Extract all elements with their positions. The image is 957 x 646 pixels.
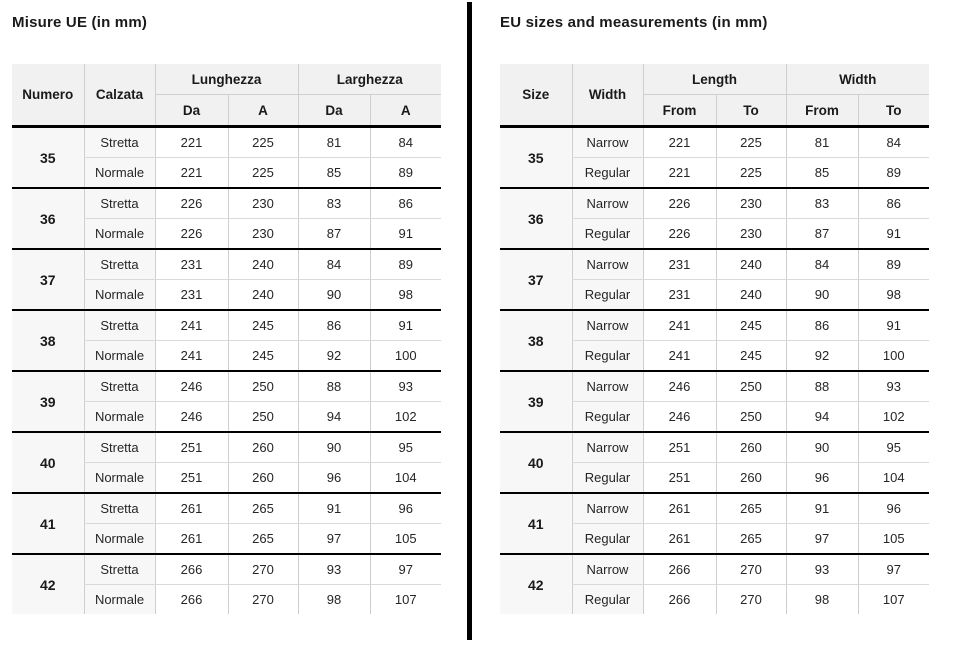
value-cell: 97 xyxy=(786,524,858,555)
size-cell: 39 xyxy=(12,371,84,432)
fit-cell: Stretta xyxy=(84,371,155,402)
size-cell: 42 xyxy=(12,554,84,614)
value-cell: 86 xyxy=(298,310,370,341)
value-cell: 93 xyxy=(858,371,929,402)
fit-cell: Regular xyxy=(572,585,643,615)
value-cell: 261 xyxy=(643,524,716,555)
size-cell: 40 xyxy=(500,432,572,493)
value-cell: 260 xyxy=(716,432,786,463)
value-cell: 104 xyxy=(858,463,929,494)
fit-cell: Narrow xyxy=(572,554,643,585)
table-row xyxy=(12,371,441,402)
table-row xyxy=(12,493,441,524)
column-group-width: Width xyxy=(786,64,929,95)
value-cell: 104 xyxy=(370,463,441,494)
value-cell: 100 xyxy=(858,341,929,372)
value-cell: 246 xyxy=(155,402,228,433)
value-cell: 105 xyxy=(370,524,441,555)
column-subheader-a: A xyxy=(370,95,441,127)
fit-cell: Normale xyxy=(84,585,155,615)
panel-english xyxy=(500,12,929,614)
fit-cell: Narrow xyxy=(572,432,643,463)
value-cell: 251 xyxy=(155,432,228,463)
size-cell: 38 xyxy=(500,310,572,371)
fit-cell: Narrow xyxy=(572,249,643,280)
table-row xyxy=(500,310,929,341)
value-cell: 241 xyxy=(155,341,228,372)
value-cell: 246 xyxy=(643,371,716,402)
column-group-length: Length xyxy=(643,64,786,95)
value-cell: 261 xyxy=(643,493,716,524)
value-cell: 91 xyxy=(858,310,929,341)
value-cell: 251 xyxy=(155,463,228,494)
fit-cell: Stretta xyxy=(84,249,155,280)
value-cell: 225 xyxy=(716,158,786,189)
value-cell: 87 xyxy=(786,219,858,250)
size-cell: 41 xyxy=(12,493,84,554)
value-cell: 226 xyxy=(643,219,716,250)
fit-cell: Stretta xyxy=(84,493,155,524)
value-cell: 250 xyxy=(716,402,786,433)
table-row xyxy=(500,188,929,219)
value-cell: 96 xyxy=(786,463,858,494)
it-size-table xyxy=(12,64,441,614)
value-cell: 230 xyxy=(228,219,298,250)
value-cell: 230 xyxy=(716,188,786,219)
column-header-size: Size xyxy=(500,64,572,127)
table-row xyxy=(500,249,929,280)
fit-cell: Normale xyxy=(84,463,155,494)
value-cell: 240 xyxy=(716,249,786,280)
value-cell: 245 xyxy=(716,341,786,372)
fit-cell: Narrow xyxy=(572,371,643,402)
en-table-body xyxy=(500,127,929,615)
value-cell: 96 xyxy=(370,493,441,524)
column-header-width-fit: Width xyxy=(572,64,643,127)
size-cell: 40 xyxy=(12,432,84,493)
value-cell: 270 xyxy=(228,554,298,585)
fit-cell: Stretta xyxy=(84,554,155,585)
value-cell: 261 xyxy=(155,524,228,555)
value-cell: 225 xyxy=(716,127,786,158)
value-cell: 241 xyxy=(155,310,228,341)
value-cell: 260 xyxy=(228,432,298,463)
value-cell: 225 xyxy=(228,127,298,158)
size-cell: 35 xyxy=(12,127,84,189)
value-cell: 93 xyxy=(786,554,858,585)
value-cell: 97 xyxy=(370,554,441,585)
value-cell: 90 xyxy=(298,280,370,311)
value-cell: 93 xyxy=(298,554,370,585)
it-table-header xyxy=(12,64,441,127)
value-cell: 91 xyxy=(370,219,441,250)
value-cell: 81 xyxy=(786,127,858,158)
value-cell: 266 xyxy=(155,585,228,615)
value-cell: 265 xyxy=(716,524,786,555)
value-cell: 87 xyxy=(298,219,370,250)
fit-cell: Stretta xyxy=(84,127,155,158)
fit-cell: Stretta xyxy=(84,188,155,219)
value-cell: 231 xyxy=(155,280,228,311)
table-row xyxy=(500,432,929,463)
value-cell: 107 xyxy=(858,585,929,615)
value-cell: 260 xyxy=(716,463,786,494)
value-cell: 91 xyxy=(786,493,858,524)
vertical-divider xyxy=(467,2,472,640)
value-cell: 83 xyxy=(298,188,370,219)
value-cell: 84 xyxy=(370,127,441,158)
value-cell: 265 xyxy=(716,493,786,524)
fit-cell: Regular xyxy=(572,280,643,311)
value-cell: 245 xyxy=(716,310,786,341)
value-cell: 251 xyxy=(643,463,716,494)
value-cell: 95 xyxy=(858,432,929,463)
column-header-calzata: Calzata xyxy=(84,64,155,127)
fit-cell: Regular xyxy=(572,463,643,494)
value-cell: 90 xyxy=(786,280,858,311)
en-size-table xyxy=(500,64,929,614)
value-cell: 84 xyxy=(786,249,858,280)
value-cell: 221 xyxy=(643,158,716,189)
panel-italian xyxy=(12,12,441,614)
value-cell: 230 xyxy=(716,219,786,250)
value-cell: 91 xyxy=(858,219,929,250)
value-cell: 250 xyxy=(228,402,298,433)
value-cell: 266 xyxy=(643,554,716,585)
value-cell: 84 xyxy=(858,127,929,158)
fit-cell: Regular xyxy=(572,158,643,189)
value-cell: 89 xyxy=(370,249,441,280)
column-subheader-from: From xyxy=(643,95,716,127)
value-cell: 86 xyxy=(858,188,929,219)
table-row xyxy=(500,554,929,585)
value-cell: 89 xyxy=(370,158,441,189)
value-cell: 226 xyxy=(155,188,228,219)
value-cell: 241 xyxy=(643,341,716,372)
value-cell: 261 xyxy=(155,493,228,524)
value-cell: 84 xyxy=(298,249,370,280)
value-cell: 221 xyxy=(643,127,716,158)
value-cell: 83 xyxy=(786,188,858,219)
fit-cell: Normale xyxy=(84,158,155,189)
value-cell: 90 xyxy=(786,432,858,463)
table-title-italian: Misure UE (in mm) xyxy=(12,14,148,31)
value-cell: 246 xyxy=(155,371,228,402)
value-cell: 98 xyxy=(370,280,441,311)
fit-cell: Stretta xyxy=(84,432,155,463)
value-cell: 225 xyxy=(228,158,298,189)
table-row xyxy=(12,249,441,280)
value-cell: 231 xyxy=(643,280,716,311)
value-cell: 250 xyxy=(228,371,298,402)
value-cell: 226 xyxy=(155,219,228,250)
it-table-body xyxy=(12,127,441,615)
value-cell: 251 xyxy=(643,432,716,463)
value-cell: 95 xyxy=(370,432,441,463)
size-cell: 36 xyxy=(500,188,572,249)
fit-cell: Stretta xyxy=(84,310,155,341)
fit-cell: Normale xyxy=(84,219,155,250)
column-group-larghezza: Larghezza xyxy=(298,64,441,95)
fit-cell: Normale xyxy=(84,402,155,433)
value-cell: 88 xyxy=(298,371,370,402)
value-cell: 85 xyxy=(786,158,858,189)
value-cell: 93 xyxy=(370,371,441,402)
fit-cell: Narrow xyxy=(572,127,643,158)
size-cell: 35 xyxy=(500,127,572,189)
column-subheader-to: To xyxy=(858,95,929,127)
value-cell: 102 xyxy=(370,402,441,433)
value-cell: 240 xyxy=(228,249,298,280)
value-cell: 226 xyxy=(643,188,716,219)
column-subheader-da: Da xyxy=(155,95,228,127)
column-group-lunghezza: Lunghezza xyxy=(155,64,298,95)
value-cell: 88 xyxy=(786,371,858,402)
value-cell: 240 xyxy=(716,280,786,311)
size-cell: 36 xyxy=(12,188,84,249)
table-row xyxy=(500,371,929,402)
table-row xyxy=(12,188,441,219)
value-cell: 90 xyxy=(298,432,370,463)
fit-cell: Regular xyxy=(572,402,643,433)
value-cell: 270 xyxy=(716,554,786,585)
fit-cell: Regular xyxy=(572,219,643,250)
value-cell: 102 xyxy=(858,402,929,433)
value-cell: 96 xyxy=(298,463,370,494)
value-cell: 265 xyxy=(228,493,298,524)
value-cell: 231 xyxy=(643,249,716,280)
fit-cell: Regular xyxy=(572,341,643,372)
value-cell: 86 xyxy=(786,310,858,341)
value-cell: 241 xyxy=(643,310,716,341)
value-cell: 266 xyxy=(155,554,228,585)
column-subheader-da: Da xyxy=(298,95,370,127)
value-cell: 100 xyxy=(370,341,441,372)
value-cell: 265 xyxy=(228,524,298,555)
size-cell: 41 xyxy=(500,493,572,554)
value-cell: 240 xyxy=(228,280,298,311)
fit-cell: Normale xyxy=(84,341,155,372)
column-subheader-from: From xyxy=(786,95,858,127)
value-cell: 270 xyxy=(228,585,298,615)
value-cell: 97 xyxy=(298,524,370,555)
value-cell: 250 xyxy=(716,371,786,402)
fit-cell: Regular xyxy=(572,524,643,555)
value-cell: 266 xyxy=(643,585,716,615)
value-cell: 260 xyxy=(228,463,298,494)
column-header-numero: Numero xyxy=(12,64,84,127)
table-row xyxy=(12,310,441,341)
value-cell: 98 xyxy=(298,585,370,615)
table-row xyxy=(12,127,441,158)
value-cell: 107 xyxy=(370,585,441,615)
table-title-english: EU sizes and measurements (in mm) xyxy=(500,14,768,31)
value-cell: 94 xyxy=(298,402,370,433)
table-row xyxy=(500,493,929,524)
value-cell: 97 xyxy=(858,554,929,585)
value-cell: 94 xyxy=(786,402,858,433)
size-cell: 42 xyxy=(500,554,572,614)
value-cell: 98 xyxy=(786,585,858,615)
value-cell: 81 xyxy=(298,127,370,158)
value-cell: 86 xyxy=(370,188,441,219)
size-cell: 39 xyxy=(500,371,572,432)
value-cell: 89 xyxy=(858,158,929,189)
fit-cell: Narrow xyxy=(572,188,643,219)
size-cell: 37 xyxy=(12,249,84,310)
value-cell: 245 xyxy=(228,341,298,372)
table-row xyxy=(12,432,441,463)
size-cell: 37 xyxy=(500,249,572,310)
value-cell: 98 xyxy=(858,280,929,311)
value-cell: 221 xyxy=(155,127,228,158)
column-subheader-to: To xyxy=(716,95,786,127)
value-cell: 91 xyxy=(370,310,441,341)
value-cell: 105 xyxy=(858,524,929,555)
value-cell: 85 xyxy=(298,158,370,189)
value-cell: 92 xyxy=(298,341,370,372)
fit-cell: Normale xyxy=(84,524,155,555)
value-cell: 231 xyxy=(155,249,228,280)
fit-cell: Narrow xyxy=(572,493,643,524)
value-cell: 91 xyxy=(298,493,370,524)
value-cell: 245 xyxy=(228,310,298,341)
value-cell: 96 xyxy=(858,493,929,524)
column-subheader-a: A xyxy=(228,95,298,127)
value-cell: 221 xyxy=(155,158,228,189)
value-cell: 270 xyxy=(716,585,786,615)
value-cell: 230 xyxy=(228,188,298,219)
en-table-header xyxy=(500,64,929,127)
size-cell: 38 xyxy=(12,310,84,371)
fit-cell: Normale xyxy=(84,280,155,311)
value-cell: 89 xyxy=(858,249,929,280)
value-cell: 92 xyxy=(786,341,858,372)
fit-cell: Narrow xyxy=(572,310,643,341)
value-cell: 246 xyxy=(643,402,716,433)
table-row xyxy=(12,554,441,585)
table-row xyxy=(500,127,929,158)
